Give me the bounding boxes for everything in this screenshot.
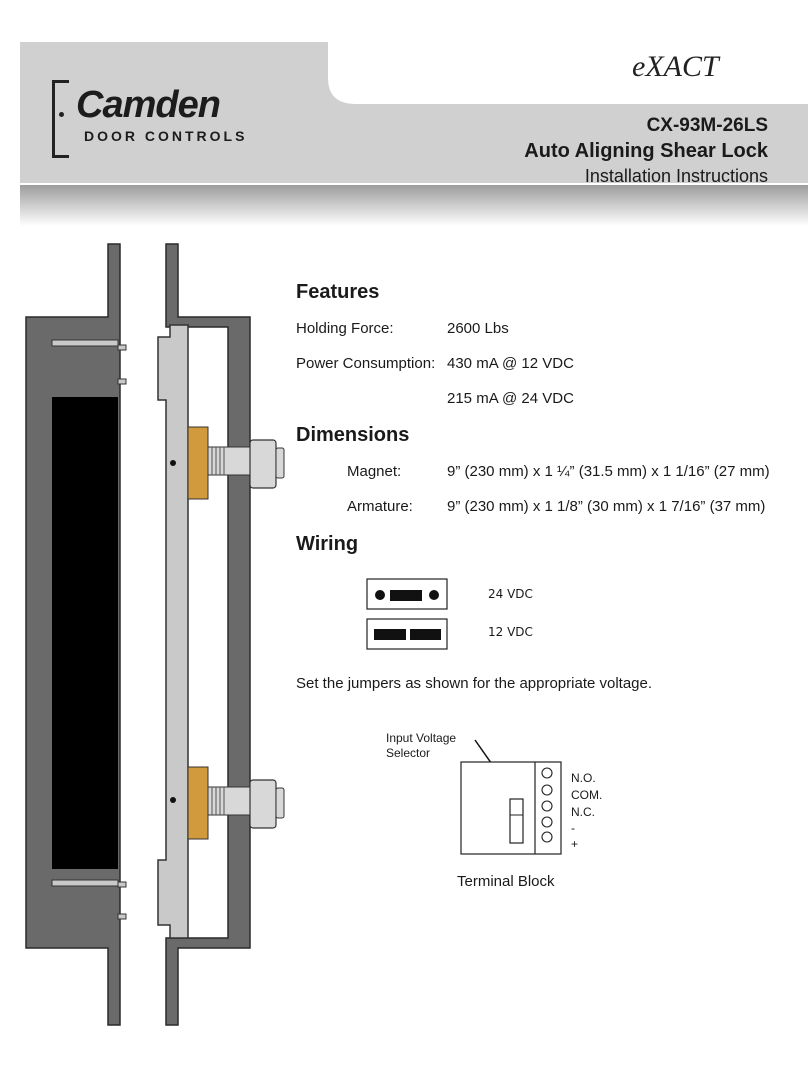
voltage-selector-switch [510, 799, 523, 843]
magnet-value: 9” (230 mm) x 1 ¼” (31.5 mm) x 1 1/16” (27 mm) [447, 463, 770, 480]
jumper-12vdc-label: 12 VDC [488, 625, 533, 639]
header [0, 0, 808, 240]
model-number: CX-93M-26LS [646, 115, 768, 136]
magnet-label: Magnet: [347, 463, 402, 480]
terminal-label-nc: N.C. [571, 805, 595, 819]
document-type: Installation Instructions [584, 166, 768, 186]
jumper-24vdc [367, 579, 447, 609]
features-heading: Features [296, 281, 380, 303]
selector-label-line2: Selector [386, 746, 431, 760]
logo-dot [59, 112, 64, 117]
terminal-label-minus: - [571, 821, 575, 835]
terminal-label-com: COM. [571, 788, 603, 802]
armature-label: Armature: [347, 498, 413, 515]
armature-value: 9” (230 mm) x 1 1/8” (30 mm) x 1 7/16” (37 mm) [447, 498, 766, 515]
jumper-diagram [360, 575, 460, 655]
title-block [524, 114, 768, 188]
terminal-label-plus: + [571, 837, 579, 851]
brand-subtitle: DOOR CONTROLS [84, 128, 248, 144]
armature-pin-top [170, 460, 176, 466]
holding-force-value: 2600 Lbs [447, 320, 509, 337]
holding-force-label: Holding Force: [296, 320, 394, 337]
product-name: Auto Aligning Shear Lock [524, 140, 768, 162]
terminal-label-no: N.O. [571, 771, 596, 785]
brand-name: Camden [76, 84, 220, 126]
dimensions-heading: Dimensions [296, 424, 410, 446]
power-consumption-12v: 430 mA @ 12 VDC [447, 355, 574, 372]
magnet [52, 397, 118, 869]
input-voltage-selector-label [386, 731, 456, 761]
wiring-heading: Wiring [296, 533, 359, 555]
lock-cross-section-drawing [0, 240, 300, 1040]
terminal-block-diagram [455, 735, 565, 860]
logo-bracket [52, 80, 69, 158]
power-consumption-label: Power Consumption: [296, 355, 436, 372]
jumper-12vdc [367, 619, 447, 649]
jumper-24vdc-label: 24 VDC [488, 587, 533, 601]
exact-logo: eXACT [632, 50, 719, 83]
jumper-instruction: Set the jumpers as shown for the appropriate voltage. [296, 675, 653, 692]
selector-label-line1: Input Voltage [386, 731, 457, 745]
armature-plate [158, 325, 188, 938]
terminal-block-caption: Terminal Block [457, 873, 555, 890]
power-consumption-24v: 215 mA @ 24 VDC [447, 390, 574, 407]
armature-pin-bottom [170, 797, 176, 803]
